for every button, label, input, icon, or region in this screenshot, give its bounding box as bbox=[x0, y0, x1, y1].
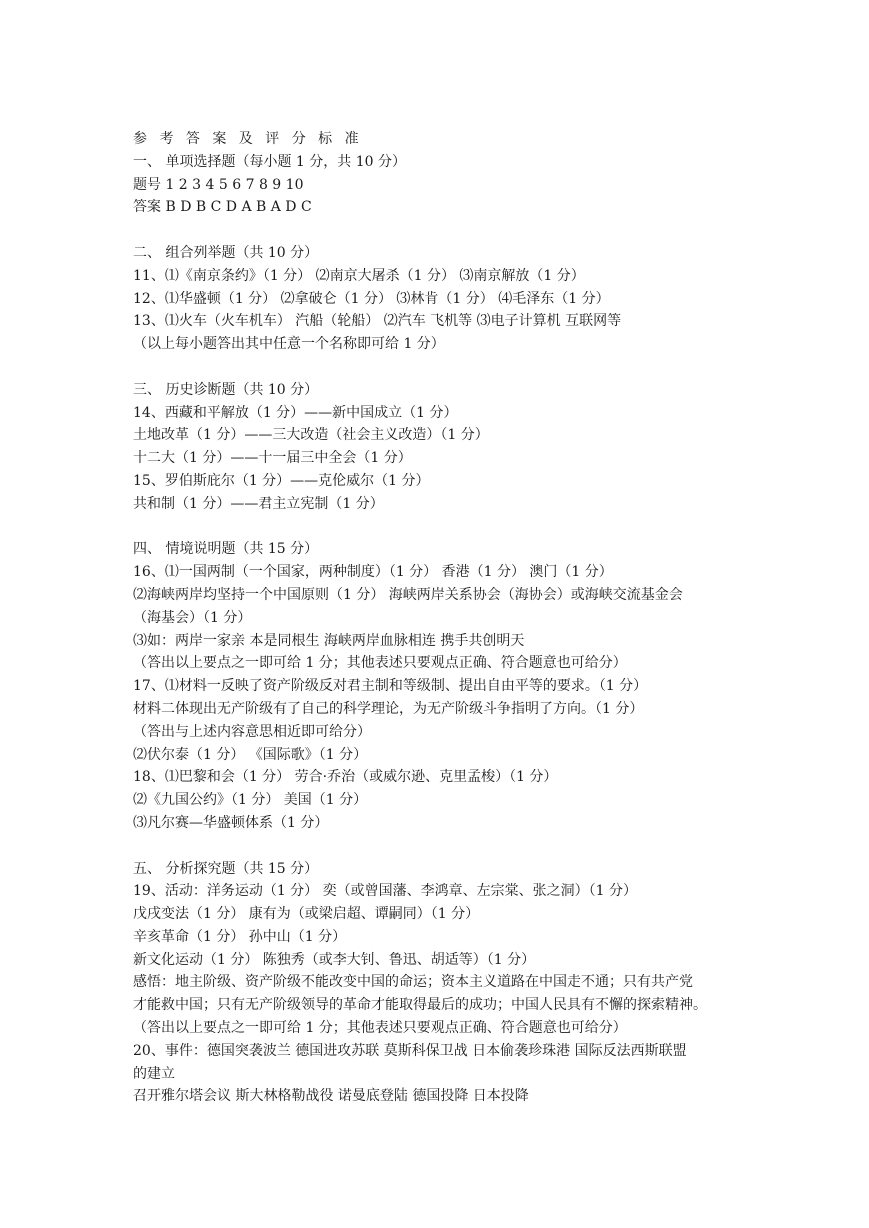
answer-line: 20、事件：德国突袭波兰 德国进攻苏联 莫斯科保卫战 日本偷袭珍珠港 国际反法西斯联盟 bbox=[133, 1042, 687, 1059]
section-2-heading: 二、 组合列举题（共 10 分） bbox=[133, 244, 319, 261]
answer-line: （海基会）（1 分） bbox=[133, 609, 252, 626]
answer-line: 才能救中国；只有无产阶级领导的革命才能取得最后的成功；中国人民具有不懈的探索精神。 bbox=[133, 997, 707, 1014]
section-4-heading: 四、 情境说明题（共 15 分） bbox=[133, 541, 319, 558]
answer-line: 17、⑴材料一反映了资产阶级反对君主制和等级制、提出自由平等的要求。（1 分） bbox=[133, 678, 648, 695]
scoring-note: （以上每小题答出其中任意一个名称即可给 1 分） bbox=[133, 336, 445, 353]
document-title: 参 考 答 案 及 评 分 标 准 bbox=[133, 131, 363, 147]
answer-line: ⑵海峡两岸均坚持一个中国原则（1 分） 海峡两岸关系协会（海协会）或海峡交流基金会 bbox=[133, 586, 683, 603]
answer-key-content bbox=[133, 128, 753, 1108]
answer-line: 新文化运动（1 分） 陈独秀（或李大钊、鲁迅、胡适等）（1 分） bbox=[133, 951, 536, 968]
section-3-heading: 三、 历史诊断题（共 10 分） bbox=[133, 381, 319, 398]
answer-line: ⑶如：两岸一家亲 本是同根生 海峡两岸血脉相连 携手共创明天 bbox=[133, 632, 525, 649]
scoring-note: （答出以上要点之一即可给 1 分；其他表述只要观点正确、符合题意也可给分） bbox=[133, 655, 627, 672]
answer-line: 16、⑴一国两制（一个国家，两种制度）（1 分） 香港（1 分） 澳门（1 分） bbox=[133, 564, 613, 581]
answer-line: 戊戌变法（1 分） 康有为（或梁启超、谭嗣同）（1 分） bbox=[133, 906, 480, 923]
answer-line: ⑵伏尔泰（1 分） 《国际歌》（1 分） bbox=[133, 746, 368, 763]
section-5-heading: 五、 分析探究题（共 15 分） bbox=[133, 860, 319, 877]
answer-line: 12、⑴华盛顿（1 分） ⑵拿破仑（1 分） ⑶林肯（1 分） ⑷毛泽东（1 分） bbox=[133, 290, 610, 307]
answer-line: 辛亥革命（1 分） 孙中山（1 分） bbox=[133, 928, 347, 945]
scoring-note: （答出与上述内容意思相近即可给分） bbox=[133, 723, 371, 740]
answer-line: 11、⑴《南京条约》（1 分） ⑵南京大屠杀（1 分） ⑶南京解放（1 分） bbox=[133, 267, 585, 284]
answer-line: 13、⑴火车（火车机车） 汽船（轮船） ⑵汽车 飞机等 ⑶电子计算机 互联网等 bbox=[133, 313, 622, 330]
answer-line: 的建立 bbox=[133, 1065, 175, 1082]
spacer bbox=[133, 835, 753, 858]
answer-line: 十二大（1 分）——十一届三中全会（1 分） bbox=[133, 450, 412, 467]
spacer bbox=[133, 219, 753, 242]
answer-line: 材料二体现出无产阶级有了自己的科学理论，为无产阶级斗争指明了方向。（1 分） bbox=[133, 700, 644, 717]
answer-line: 18、⑴巴黎和会（1 分） 劳合·乔治（或威尔逊、克里孟梭）（1 分） bbox=[133, 769, 558, 786]
answer-row: 答案 B D B C D A B A D C bbox=[133, 199, 312, 216]
spacer bbox=[133, 356, 753, 379]
scoring-note: （答出以上要点之一即可给 1 分；其他表述只要观点正确、符合题意也可给分） bbox=[133, 1020, 627, 1037]
spacer bbox=[133, 516, 753, 539]
answer-line: 19、活动：洋务运动（1 分） 奕（或曾国藩、李鸿章、左宗棠、张之洞）（1 分） bbox=[133, 883, 637, 900]
answer-line: ⑵《九国公约》（1 分） 美国（1 分） bbox=[133, 792, 368, 809]
answer-line: 共和制（1 分）——君主立宪制（1 分） bbox=[133, 495, 384, 512]
answer-line: 感悟：地主阶级、资产阶级不能改变中国的命运；资本主义道路在中国走不通；只有共产党 bbox=[133, 974, 693, 991]
section-1-heading: 一、 单项选择题（每小题 1 分，共 10 分） bbox=[133, 153, 406, 170]
answer-line: 召开雅尔塔会议 斯大林格勒战役 诺曼底登陆 德国投降 日本投降 bbox=[133, 1088, 529, 1105]
question-number-row: 题号 1 2 3 4 5 6 7 8 9 10 bbox=[133, 176, 304, 193]
answer-line: 14、西藏和平解放（1 分）——新中国成立（1 分） bbox=[133, 404, 458, 421]
answer-line: ⑶凡尔赛—华盛顿体系（1 分） bbox=[133, 814, 329, 831]
answer-line: 15、罗伯斯庇尔（1 分）——克伦威尔（1 分） bbox=[133, 472, 430, 489]
answer-line: 土地改革（1 分）——三大改造（社会主义改造）（1 分） bbox=[133, 427, 489, 444]
